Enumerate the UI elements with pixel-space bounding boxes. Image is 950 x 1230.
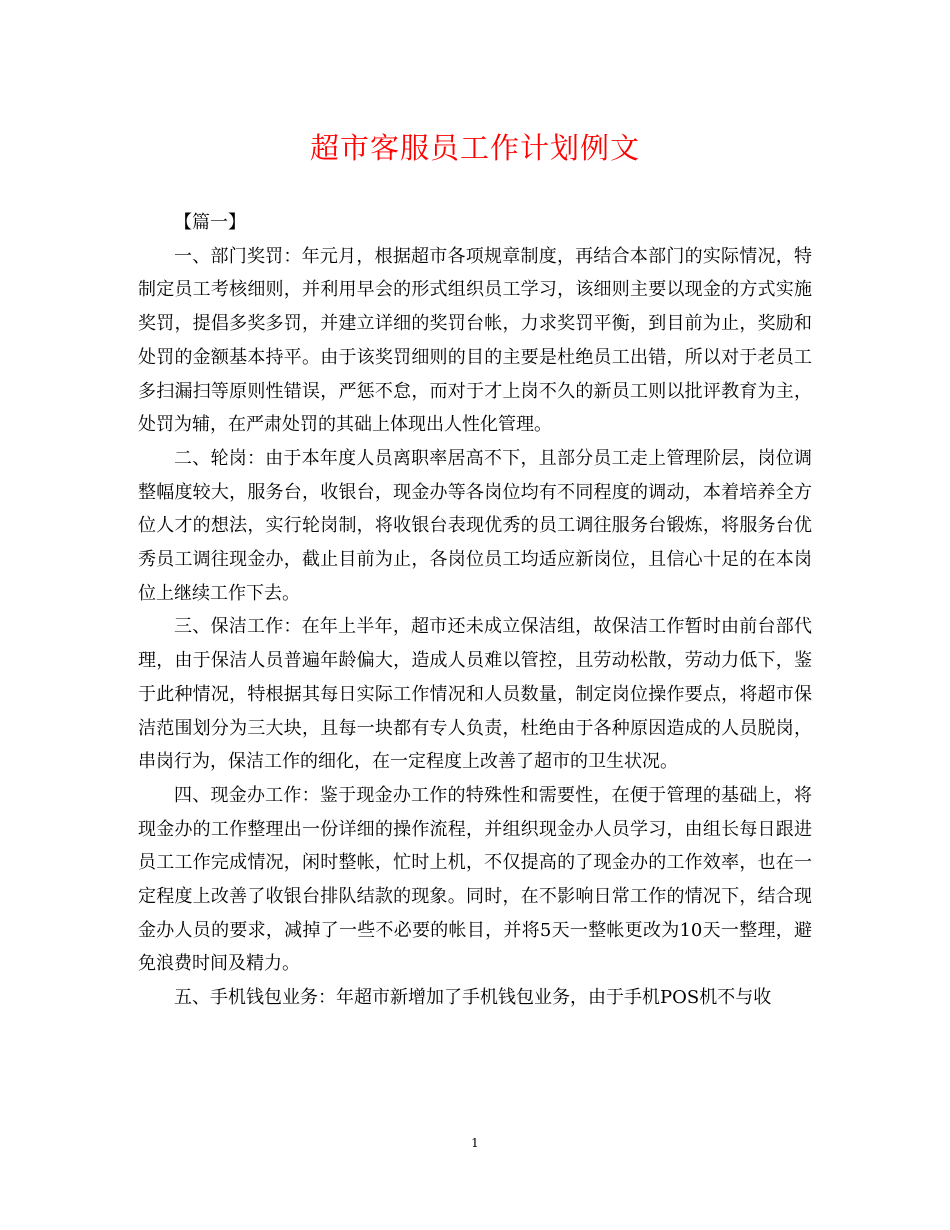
- paragraph-department-rewards: 一、部门奖罚：年元月，根据超市各项规章制度，再结合本部门的实际情况，特制定员工考核细则，并利用早会的形式组织员工学习，该细则主要以现金的方式实施奖罚，提倡多奖多罚，并建立详细的奖罚台帐，力求奖罚平衡，到目前为止，奖励和处罚的金额基本持平。由于该奖罚细则的目的主要是杜绝员工出错，所以对于老员工多扫漏扫等原则性错误，严惩不怠，而对于才上岗不久的新员工则以批评教育为主，处罚为辅，在严肃处罚的其础上体现出人性化管理。: [138, 245, 812, 436]
- paragraph-job-rotation: 二、轮岗：由于本年度人员离职率居高不下，且部分员工走上管理阶层，岗位调整幅度较大，服务台，收银台，现金办等各岗位均有不同程度的调动，本着培养全方位人才的想法，实行轮岗制，将收银台表现优秀的员工调往服务台锻炼，将服务台优秀员工调往现金办，截止目前为止，各岗位员工均适应新岗位，且信心十足的在本岗位上继续工作下去。: [138, 447, 812, 604]
- paragraph-cash-office-work: 四、现金办工作：鉴于现金办工作的特殊性和需要性，在便于管理的基础上，将现金办的工作整理出一份详细的操作流程，并组织现金办人员学习，由组长每日跟进员工工作完成情况，闲时整帐，忙时上机，不仅提高的了现金办的工作效率，也在一定程度上改善了收银台排队结款的现象。同时，在不影响日常工作的情况下，结合现金办人员的要求，减掉了一些不必要的帐目，并将5天一整帐更改为10天一整理，避免浪费时间及精力。: [138, 784, 812, 975]
- paragraph-cleaning-work: 三、保洁工作：在年上半年，超市还未成立保洁组，故保洁工作暂时由前台部代理，由于保洁人员普遍年龄偏大，造成人员难以管控，且劳动松散，劳动力低下，鉴于此种情况，特根据其每日实际工作情况和人员数量，制定岗位操作要点，将超市保洁范围划分为三大块，且每一块都有专人负责，杜绝由于各种原因造成的人员脱岗，串岗行为，保洁工作的细化，在一定程度上改善了超市的卫生状况。: [138, 616, 812, 773]
- page-number: 1: [471, 1136, 479, 1150]
- document-title: 超市客服员工作计划例文: [309, 131, 640, 165]
- section-label: 【篇一】: [174, 212, 246, 233]
- paragraph-mobile-wallet: 五、手机钱包业务：年超市新增加了手机钱包业务，由于手机POS机不与收: [174, 987, 772, 1009]
- document-body: [138, 206, 812, 1015]
